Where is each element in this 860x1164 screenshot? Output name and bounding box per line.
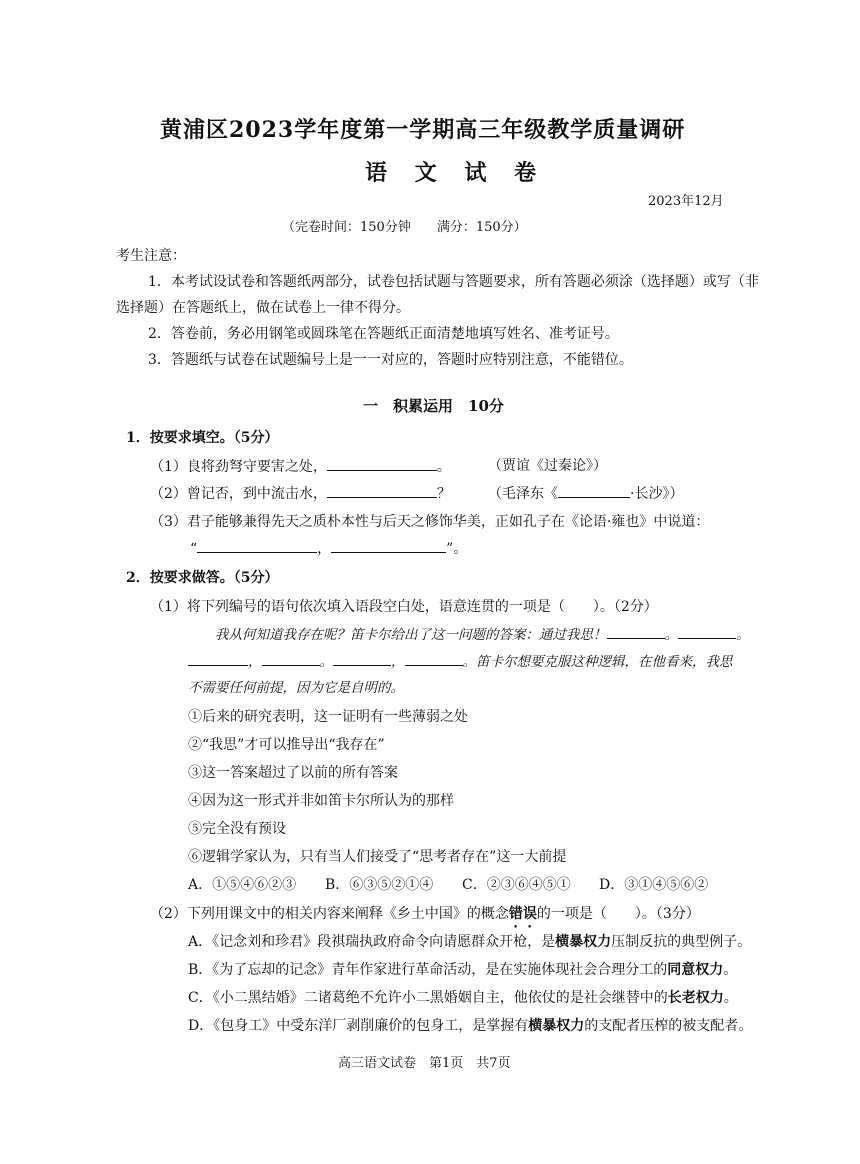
q1-sub-3-close-quote: ”。 [446, 541, 468, 557]
q2-part-1-stem: （1）将下列编号的语句依次填入语段空白处，语意连贯的一项是（ ）。（2分） [150, 599, 658, 615]
q2-passage-text-a: 我从何知道我存在呢？笛卡尔给出了这一问题的答案：通过我思！ [215, 627, 607, 643]
option-c-text-1: C．《小二黑结婚》二诸葛绝不允许小二黑婚姻自主，他依仗的是社会继替中的 [188, 990, 668, 1006]
q2-passage-text-b: 。笛卡尔想要克服这种逻辑，在他看来，我思 [462, 654, 733, 670]
q2-part-1-option-d[interactable]: D．③①④⑤⑥② [599, 877, 709, 893]
q1-sub-1-end: 。 [436, 459, 451, 475]
q2-part-2-stem-b: 的一项是（ ）。（3分） [536, 906, 700, 922]
exam-date: 2023年12月 [648, 194, 724, 209]
q1-sub-2-end: ？ [436, 486, 451, 502]
notice-heading: 考生注意： [116, 248, 186, 264]
q2-passage-blank-2 [678, 624, 736, 639]
exam-subtitle: 语 文 试 卷 [365, 160, 546, 186]
q2-passage-blank-4 [262, 651, 320, 666]
q1-sub-2-source [488, 483, 683, 504]
notice-item-1-line-1: 1．本考试设试卷和答题纸两部分，试卷包括试题与答题要求，所有答题必须涂（选择题）或写（非 [148, 274, 759, 290]
q1-heading: 1．按要求填空。（5分） [126, 430, 279, 446]
page-footer: 高三语文试卷 第1页 共7页 [338, 1056, 511, 1071]
q1-sub-1 [150, 456, 451, 477]
q1-blank-4[interactable] [197, 538, 317, 553]
q2-sentence-2: ②“我思”才可以推导出“我存在” [188, 737, 385, 753]
q2-passage-line-1: 我从何知道我存在呢？笛卡尔给出了这一问题的答案：通过我思！ 。 。 [215, 624, 750, 645]
q2-part-2-option-b[interactable] [188, 960, 737, 980]
option-c-term: 长老权力 [667, 990, 724, 1006]
q1-blank-5[interactable] [331, 538, 446, 553]
q1-sub-3-line-2 [190, 538, 467, 559]
notice-item-2: 2．答卷前，务必用钢笔或圆珠笔在答题纸正面清楚地填写姓名、准考证号。 [148, 326, 619, 342]
q2-part-2-stem [150, 904, 700, 931]
q1-sub-3-open-quote: “ [190, 541, 198, 557]
option-d-text-1: D．《包身工》中受东洋厂剥削廉价的包身工，是掌握有 [188, 1018, 529, 1034]
q1-blank-3[interactable] [558, 483, 630, 498]
q2-sentence-6: ⑥逻辑学家认为，只有当人们接受了“思考者存在”这一大前提 [188, 849, 567, 865]
q2-part-2-option-d[interactable] [188, 1016, 752, 1036]
q1-blank-1[interactable] [327, 456, 437, 471]
q2-sentence-5: ⑤完全没有预设 [188, 821, 286, 837]
q1-sub-1-source: （贾谊《过秦论》） [488, 458, 607, 474]
q2-passage-blank-1 [607, 624, 665, 639]
q1-sub-3-comma: ， [317, 541, 332, 557]
q2-sentence-1: ①后来的研究表明，这一证明有一些薄弱之处 [188, 709, 468, 725]
time-score: （完卷时间：150分钟 满分：150分） [282, 220, 527, 235]
q2-passage-blank-5 [333, 651, 391, 666]
q1-sub-2-source-a: （毛泽东《 [488, 486, 558, 502]
q1-sub-3-line-1: （3）君子能够兼得先天之质朴本性与后天之修饰华美，正如孔子在《论语·雍也》中说道： [150, 514, 710, 530]
q2-passage-line-2: ， 。 ， 。笛卡尔想要克服这种逻辑，在他看来，我思 [188, 651, 733, 672]
exam-title: 黄浦区2023学年度第一学期高三年级教学质量调研 [160, 117, 686, 143]
option-b-text-1: B．《为了忘却的记念》青年作家进行革命活动，是在实施体现社会合理分工的 [188, 962, 668, 978]
q2-part-2-stem-a: （2）下列用课文中的相关内容来阐释《乡土中国》的概念 [150, 906, 509, 922]
q2-part-2-option-c[interactable] [188, 988, 738, 1008]
q1-blank-2[interactable] [327, 483, 437, 498]
option-c-text-2: 。 [723, 990, 738, 1006]
q2-part-1-option-b[interactable]: B．⑥③⑤②①④ [325, 877, 434, 893]
q2-part-1-option-a[interactable]: A．①⑤④⑥②③ [188, 877, 297, 893]
q1-sub-1-text: （1）良将劲弩守要害之处， [150, 459, 327, 475]
notice-item-1-line-2: 选择题）在答题纸上，做在试卷上一律不得分。 [116, 300, 410, 316]
option-a-text-2: 压制反抗的典型例子。 [611, 934, 752, 950]
q1-sub-2 [150, 483, 451, 504]
option-b-text-2: 。 [723, 962, 738, 978]
q1-sub-2-text: （2）曾记否，到中流击水， [150, 486, 327, 502]
q2-sentence-3: ③这一答案超过了以前的所有答案 [188, 765, 398, 781]
option-a-text-1: A．《记念刘和珍君》段祺瑞执政府命令向请愿群众开枪，是 [188, 934, 556, 950]
option-d-term: 横暴权力 [528, 1018, 585, 1034]
q2-passage-line-3: 不需要任何前提，因为它是自明的。 [188, 680, 404, 696]
notice-item-3: 3．答题纸与试卷在试题编号上是一一对应的，答题时应特别注意，不能错位。 [148, 352, 633, 368]
q2-part-2-stem-emphasis: 错误 [508, 906, 537, 922]
q2-heading: 2．按要求做答。（5分） [126, 570, 279, 586]
q1-sub-2-source-b: ·长沙》） [630, 486, 684, 502]
section-1-heading: 一 积累运用 10分 [363, 397, 504, 415]
option-b-term: 同意权力 [667, 962, 724, 978]
q2-passage-blank-3 [188, 651, 248, 666]
option-d-text-2: 的支配者压榨的被支配者。 [584, 1018, 753, 1034]
q2-part-1-option-c[interactable]: C．②③⑥④⑤① [462, 877, 571, 893]
q2-part-2-option-a[interactable] [188, 932, 751, 952]
q2-passage-blank-6 [405, 651, 463, 666]
q2-sentence-4: ④因为这一形式并非如笛卡尔所认为的那样 [188, 793, 454, 809]
option-a-term: 横暴权力 [555, 934, 612, 950]
